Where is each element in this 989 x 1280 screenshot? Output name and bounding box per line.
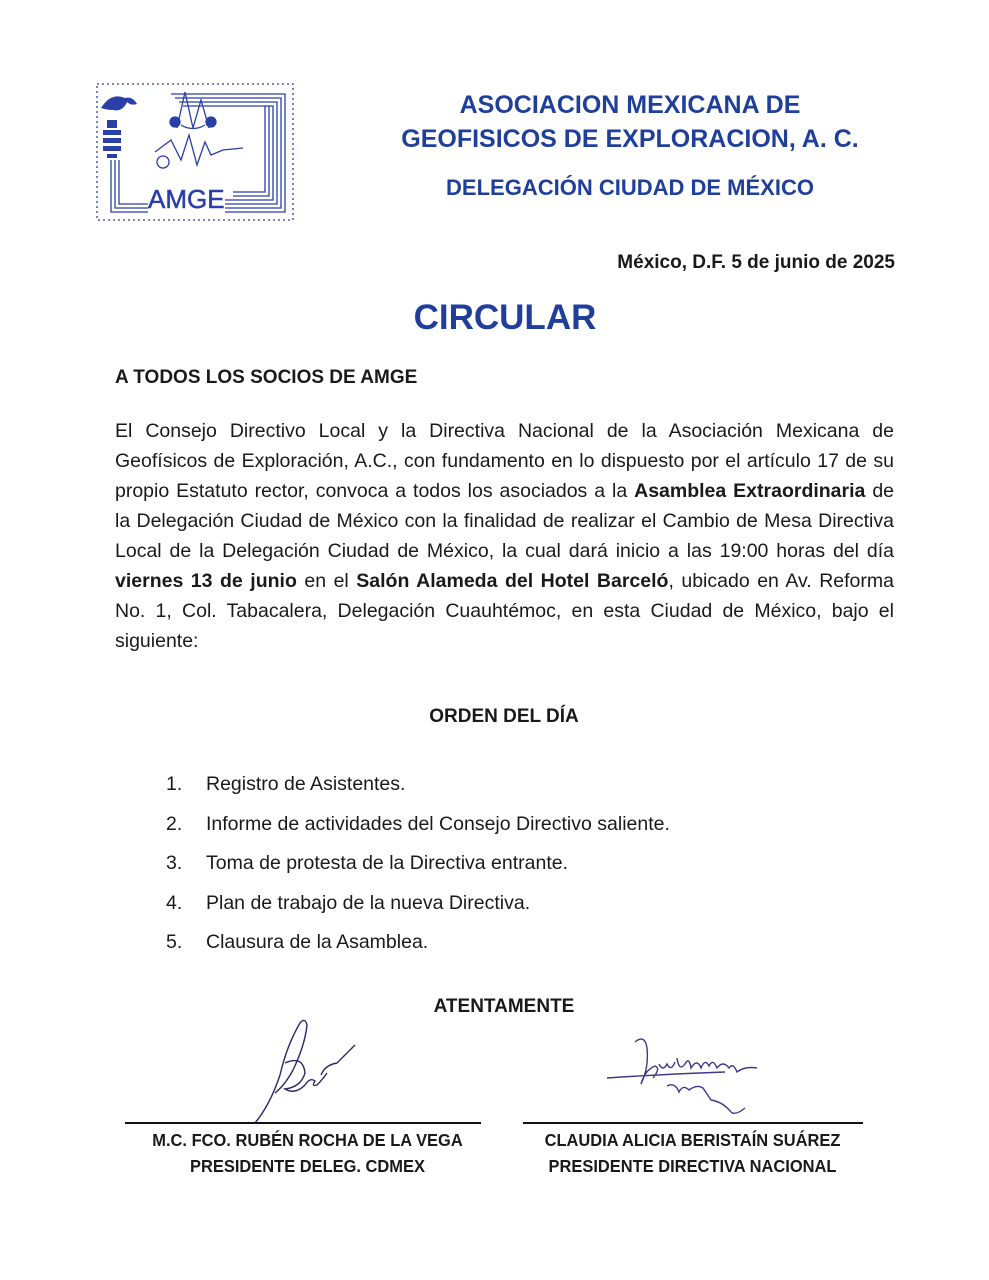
amge-logo — [93, 80, 298, 225]
body-text-2: de la Delegación Ciudad de México con la finalidad de realizar el Cambio de Mesa Directiva Local de la Delegación Ciudad de México, la cual dará inicio a las 19:00 horas del día — [115, 480, 895, 562]
signature-beristain-image — [605, 1028, 765, 1118]
signature-line-right — [523, 1122, 863, 1124]
agenda-item-number: 1. — [166, 773, 183, 795]
agenda-item — [166, 810, 670, 850]
body-bold-assembly: Asamblea Extraordinaria — [634, 480, 866, 502]
signatory-name-right: CLAUDIA ALICIA BERISTAÍN SUÁREZ — [544, 1130, 841, 1150]
agenda-item-text: Informe de actividades del Consejo Directivo saliente. — [206, 812, 670, 835]
greeting: A TODOS LOS SOCIOS DE AMGE — [115, 367, 418, 388]
agenda-item-text: Toma de protesta de la Directiva entrante. — [206, 852, 569, 874]
closing: ATENTAMENTE — [433, 996, 575, 1017]
agenda-item — [166, 770, 670, 810]
signatory-role-left: PRESIDENTE DELEG. CDMEX — [190, 1156, 425, 1176]
organization-name-line1: ASOCIACION MEXICANA DE — [459, 91, 801, 119]
body-paragraph — [115, 416, 894, 656]
signature-rocha-image — [245, 1015, 365, 1127]
agenda-item — [166, 889, 670, 929]
signatory-role-right: PRESIDENTE DIRECTIVA NACIONAL — [548, 1156, 837, 1176]
agenda-item — [166, 928, 670, 968]
body-text-1: El Consejo Directivo Local y la Directiva Nacional de la Asociación Mexicana de Geofísicos de Exploración, A.C., con fundamento en lo dispuesto por el artículo 17 de su propio Estatuto rector, convoca a todos los asociados a la — [115, 420, 894, 502]
body-text-3: en el — [296, 570, 357, 592]
body-text-4: , ubicado en Av. Reforma No. 1, Col. Tabacalera, Delegación Cuauhtémoc, en esta Ciudad de México, bajo el siguiente: — [115, 570, 894, 652]
agenda-item-text: Registro de Asistentes. — [206, 773, 406, 795]
organization-name-line2: GEOFISICOS DE EXPLORACION, A. C. — [401, 125, 859, 153]
agenda-item — [166, 849, 670, 889]
agenda-item-text: Plan de trabajo de la nueva Directiva. — [206, 891, 531, 914]
document-date: México, D.F. 5 de junio de 2025 — [617, 252, 895, 273]
agenda-item-number: 3. — [166, 852, 183, 874]
body-bold-venue: Salón Alameda del Hotel Barceló — [356, 570, 669, 592]
agenda-item-number: 5. — [166, 931, 183, 953]
signature-line-left — [125, 1122, 481, 1124]
signatory-name-left: M.C. FCO. RUBÉN ROCHA DE LA VEGA — [152, 1130, 463, 1150]
agenda-item-number: 2. — [166, 812, 183, 835]
agenda-title: ORDEN DEL DÍA — [429, 706, 579, 727]
agenda-item-number: 4. — [166, 891, 183, 914]
body-bold-date: viernes 13 de junio — [115, 570, 297, 592]
document-title: CIRCULAR — [413, 298, 597, 337]
agenda-item-text: Clausura de la Asamblea. — [206, 931, 429, 953]
delegation-name: DELEGACIÓN CIUDAD DE MÉXICO — [446, 175, 814, 200]
logo-text: AMGE — [148, 184, 225, 214]
agenda-list — [166, 770, 670, 968]
